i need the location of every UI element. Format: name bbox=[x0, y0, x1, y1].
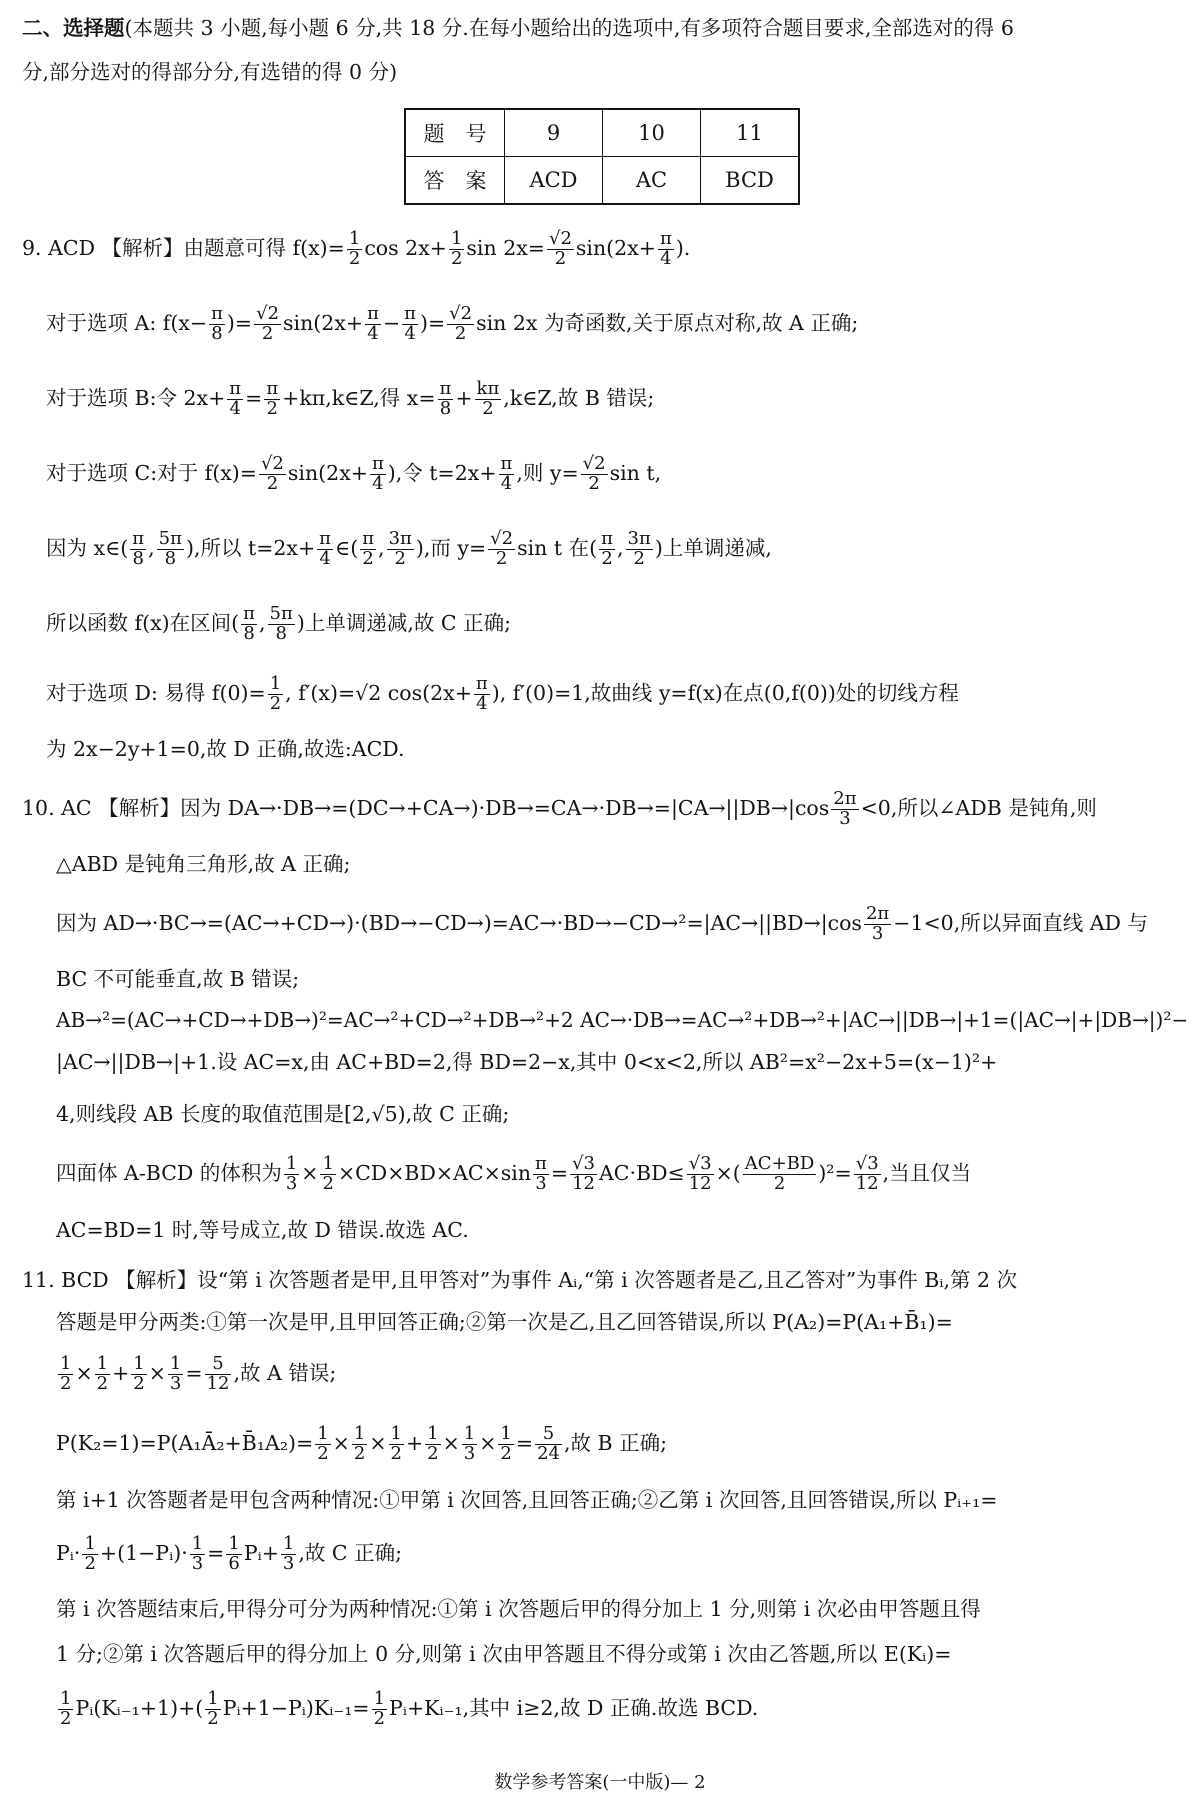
q9-line-2: 对于选项 A: f(x− $\frac{\pi}{8}$ )= $\frac{√2}{2}$ sin(2x+ $\frac{\pi}{4}$ − $\frac{\pi}{4}$ )= $\frac{√2}{2}$ sin 2x 为奇函数,关于原点对称,故 A 正确; bbox=[46, 303, 859, 344]
fraction: $\frac{\pi}{8}$ bbox=[439, 378, 452, 419]
q10-line-9: AC=BD=1 时,等号成立,故 D 错误.故选 AC. bbox=[56, 1218, 469, 1242]
section-heading: 二、选择题(本题共 3 小题,每小题 6 分,共 18 分.在每小题给出的选项中,有多项符合题目要求,全部选对的得 6 bbox=[22, 16, 1014, 40]
q11-line-8: 1 分;②第 i 次答题后甲的得分加上 0 分,则第 i 次由甲答题且不得分或第 i 次由乙答题,所以 E(Kᵢ)= bbox=[56, 1642, 952, 1666]
fraction: $\frac{\pi}{3}$ bbox=[535, 1153, 547, 1194]
section-title: 二、选择题 bbox=[22, 16, 125, 40]
table-cell: 11 bbox=[701, 109, 800, 157]
fraction: $\frac{\pi}{4}$ bbox=[367, 303, 379, 344]
fraction: $\frac{√2}{2}$ bbox=[548, 228, 572, 269]
row-header-number: 题 号 bbox=[405, 109, 505, 157]
q11-line-9: $\frac{1}{2}$ Pᵢ(Kᵢ₋₁+1)+( $\frac{1}{2}$ Pᵢ+1−Pᵢ)Kᵢ₋₁= $\frac{1}{2}$ Pᵢ+Kᵢ₋₁,其中 i≥2,故 D 正确.故选 BCD. bbox=[60, 1688, 759, 1729]
fraction: $\frac{5}{12}$ bbox=[206, 1353, 230, 1394]
fraction: $\frac{\pi}{4}$ bbox=[659, 228, 672, 269]
fraction: $\frac{1}{2}$ bbox=[60, 1353, 72, 1394]
fraction: $\frac{5}{24}$ bbox=[537, 1423, 560, 1464]
fraction: $\frac{1}{6}$ bbox=[228, 1533, 240, 1574]
fraction: $\frac{\pi}{8}$ bbox=[211, 303, 223, 344]
table-row bbox=[405, 109, 799, 157]
q9-line-4: 对于选项 C:对于 f(x)= $\frac{√2}{2}$ sin(2x+ $\frac{\pi}{4}$ ),令 t=2x+ $\frac{\pi}{4}$ ,则 y= $\frac{√2}{2}$ sin t, bbox=[46, 453, 662, 494]
fraction: $\frac{√2}{2}$ bbox=[449, 303, 473, 344]
fraction: $\frac{2\pi}{3}$ bbox=[833, 788, 857, 829]
q10-line-2: △ABD 是钝角三角形,故 A 正确; bbox=[56, 852, 351, 876]
table-cell: BCD bbox=[701, 157, 800, 205]
q10-line-5: AB→²=(AC→+CD→+DB→)²=AC→²+CD→²+DB→²+2 AC→·DB→=AC→²+DB→²+|AC→||DB→|+1=(|AC→|+|DB→|)²− bbox=[56, 1008, 1189, 1032]
answer-table bbox=[404, 108, 800, 205]
fraction: $\frac{1}{2}$ bbox=[133, 1353, 145, 1394]
q11-line-5: 第 i+1 次答题者是甲包含两种情况:①甲第 i 次回答,且回答正确;②乙第 i 次回答,且回答错误,所以 Pᵢ₊₁= bbox=[56, 1488, 998, 1512]
q9-line-7: 对于选项 D: 易得 f(0)= $\frac{1}{2}$ , f′(x)=√2 cos(2x+ $\frac{\pi}{4}$ ), f′(0)=1,故曲线 y=f(x)在点(0,f(0))处的切线方程 bbox=[46, 673, 959, 714]
table-cell: ACD bbox=[505, 157, 603, 205]
q9-line-1: 9. ACD 【解析】由题意可得 f(x)= $\frac{1}{2}$ cos 2x+ $\frac{1}{2}$ sin 2x= $\frac{√2}{2}$ sin(2x+ $\frac{\pi}{4}$ ). bbox=[22, 228, 691, 269]
q9-line-6: 所以函数 f(x)在区间( $\frac{\pi}{8}$ , $\frac{5\pi}{8}$ )上单调递减,故 C 正确; bbox=[46, 603, 511, 644]
fraction: $\frac{2\pi}{3}$ bbox=[865, 903, 890, 944]
fraction: $\frac{\pi}{2}$ bbox=[601, 528, 613, 569]
row-header-answer: 答 案 bbox=[405, 157, 505, 205]
table-row bbox=[405, 157, 799, 205]
q10-line-6: |AC→||DB→|+1.设 AC=x,由 AC+BD=2,得 BD=2−x,其中 0<x<2,所以 AB²=x²−2x+5=(x−1)²+ bbox=[56, 1050, 998, 1074]
fraction: $\frac{1}{2}$ bbox=[427, 1423, 439, 1464]
fraction: $\frac{√3}{12}$ bbox=[572, 1153, 595, 1194]
fraction: $\frac{1}{2}$ bbox=[96, 1353, 109, 1394]
fraction: $\frac{√3}{12}$ bbox=[855, 1153, 879, 1194]
fraction: $\frac{\pi}{8}$ bbox=[132, 528, 145, 569]
fraction: $\frac{1}{3}$ bbox=[169, 1353, 182, 1394]
fraction: $\frac{5\pi}{8}$ bbox=[158, 528, 182, 569]
fraction: $\frac{1}{2}$ bbox=[348, 228, 361, 269]
fraction: $\frac{1}{2}$ bbox=[84, 1533, 96, 1574]
fraction: $\frac{1}{3}$ bbox=[285, 1153, 298, 1194]
fraction: $\frac{1}{2}$ bbox=[317, 1423, 329, 1464]
fraction: $\frac{\pi}{4}$ bbox=[371, 453, 384, 494]
q11-line-7: 第 i 次答题结束后,甲得分可分为两种情况:①第 i 次答题后甲的得分加上 1 分,则第 i 次必由甲答题且得 bbox=[56, 1597, 981, 1621]
fraction: $\frac{1}{3}$ bbox=[191, 1533, 204, 1574]
page-footer: 数学参考答案(一中版)— 2 bbox=[494, 1772, 706, 1793]
fraction: $\frac{k\pi}{2}$ bbox=[476, 378, 500, 419]
fraction: $\frac{\pi}{4}$ bbox=[500, 453, 513, 494]
q11-line-3: $\frac{1}{2}$ × $\frac{1}{2}$ + $\frac{1}{2}$ × $\frac{1}{3}$ = $\frac{5}{12}$ ,故 A 错误; bbox=[60, 1353, 337, 1394]
fraction: $\frac{√2}{2}$ bbox=[490, 528, 514, 569]
fraction: $\frac{1}{2}$ bbox=[207, 1688, 219, 1729]
section-heading-line2: 分,部分选对的得部分分,有选错的得 0 分) bbox=[22, 60, 398, 84]
fraction: $\frac{\pi}{2}$ bbox=[266, 378, 279, 419]
q9-line-5: 因为 x∈( $\frac{\pi}{8}$ , $\frac{5\pi}{8}$ ),所以 t=2x+ $\frac{\pi}{4}$ ∈( $\frac{\pi}{2}$ , $\frac{3\pi}{2}$ ),而 y= $\frac{√2}{2}$ sin t 在( $\frac{\pi}{2}$ , $\frac{3\pi}{2}$ )上单调递减, bbox=[46, 528, 772, 569]
q11-line-6: Pᵢ· $\frac{1}{2}$ +(1−Pᵢ)· $\frac{1}{3}$ = $\frac{1}{6}$ Pᵢ+ $\frac{1}{3}$ ,故 C 正确; bbox=[56, 1533, 403, 1574]
fraction: $\frac{3\pi}{2}$ bbox=[627, 528, 651, 569]
q10-line-8: 四面体 A-BCD 的体积为 $\frac{1}{3}$ × $\frac{1}{2}$ ×CD×BD×AC×sin $\frac{\pi}{3}$ = $\frac{√3}{12}$ AC·BD≤ $\frac{√3}{12}$ ×( $\frac{AC+BD}{2}$ )²= $\frac{√3}{12}$ ,当且仅当 bbox=[56, 1153, 972, 1194]
fraction: $\frac{1}{2}$ bbox=[450, 228, 463, 269]
q9-line-8: 为 2x−2y+1=0,故 D 正确,故选:ACD. bbox=[46, 737, 405, 761]
fraction: $\frac{\pi}{8}$ bbox=[243, 603, 256, 644]
fraction: $\frac{1}{2}$ bbox=[322, 1153, 334, 1194]
fraction: $\frac{\pi}{4}$ bbox=[475, 673, 488, 714]
fraction: $\frac{1}{2}$ bbox=[60, 1688, 72, 1729]
fraction: $\frac{√2}{2}$ bbox=[256, 303, 280, 344]
fraction: $\frac{5\pi}{8}$ bbox=[269, 603, 293, 644]
fraction: $\frac{√2}{2}$ bbox=[582, 453, 606, 494]
fraction: $\frac{1}{2}$ bbox=[500, 1423, 512, 1464]
fraction: $\frac{√2}{2}$ bbox=[260, 453, 284, 494]
fraction: $\frac{1}{2}$ bbox=[269, 673, 282, 714]
fraction: $\frac{\pi}{4}$ bbox=[404, 303, 416, 344]
fraction: $\frac{\pi}{4}$ bbox=[229, 378, 242, 419]
fraction: $\frac{1}{2}$ bbox=[373, 1688, 386, 1729]
fraction: $\frac{AC+BD}{2}$ bbox=[744, 1153, 815, 1194]
fraction: $\frac{\pi}{4}$ bbox=[319, 528, 332, 569]
q9-line-3: 对于选项 B:令 2x+ $\frac{\pi}{4}$ = $\frac{\pi}{2}$ +kπ,k∈Z,得 x= $\frac{\pi}{8}$ + $\frac{k\pi}{2}$ ,k∈Z,故 B 错误; bbox=[46, 378, 655, 419]
q11-line-2: 答题是甲分两类:①第一次是甲,且甲回答正确;②第一次是乙,且乙回答错误,所以 P(A₂)=P(A₁+B̄₁)= bbox=[56, 1310, 953, 1334]
q11-line-4: P(K₂=1)=P(A₁Ā₂+B̄₁A₂)= $\frac{1}{2}$ × $\frac{1}{2}$ × $\frac{1}{2}$ + $\frac{1}{2}$ × $\frac{1}{3}$ × $\frac{1}{2}$ = $\frac{5}{24}$ ,故 B 正确; bbox=[56, 1423, 667, 1464]
fraction: $\frac{√3}{12}$ bbox=[688, 1153, 712, 1194]
table-cell: 9 bbox=[505, 109, 603, 157]
fraction: $\frac{1}{2}$ bbox=[390, 1423, 402, 1464]
fraction: $\frac{1}{3}$ bbox=[282, 1533, 295, 1574]
q10-line-4: BC 不可能垂直,故 B 错误; bbox=[56, 967, 300, 991]
q10-line-7: 4,则线段 AB 长度的取值范围是[2,√5),故 C 正确; bbox=[56, 1102, 510, 1126]
fraction: $\frac{3\pi}{2}$ bbox=[388, 528, 412, 569]
q11-line-1: 11. BCD 【解析】设“第 i 次答题者是甲,且甲答对”为事件 Aᵢ,“第 i 次答题者是乙,且乙答对”为事件 Bᵢ,第 2 次 bbox=[22, 1268, 1018, 1292]
fraction: $\frac{1}{2}$ bbox=[353, 1423, 366, 1464]
table-cell: 10 bbox=[603, 109, 701, 157]
fraction: $\frac{\pi}{2}$ bbox=[362, 528, 375, 569]
q10-line-1: 10. AC 【解析】因为 DA→·DB→=(DC→+CA→)·DB→=CA→·DB→=|CA→||DB→|cos $\frac{2\pi}{3}$ <0,所以∠ADB 是钝角,则 bbox=[22, 788, 1097, 829]
table-cell: AC bbox=[603, 157, 701, 205]
q10-line-3: 因为 AD→·BC→=(AC→+CD→)·(BD→−CD→)=AC→·BD→−CD→²=|AC→||BD→|cos $\frac{2\pi}{3}$ −1<0,所以异面直线 AD 与 bbox=[56, 903, 1148, 944]
fraction: $\frac{1}{3}$ bbox=[463, 1423, 476, 1464]
